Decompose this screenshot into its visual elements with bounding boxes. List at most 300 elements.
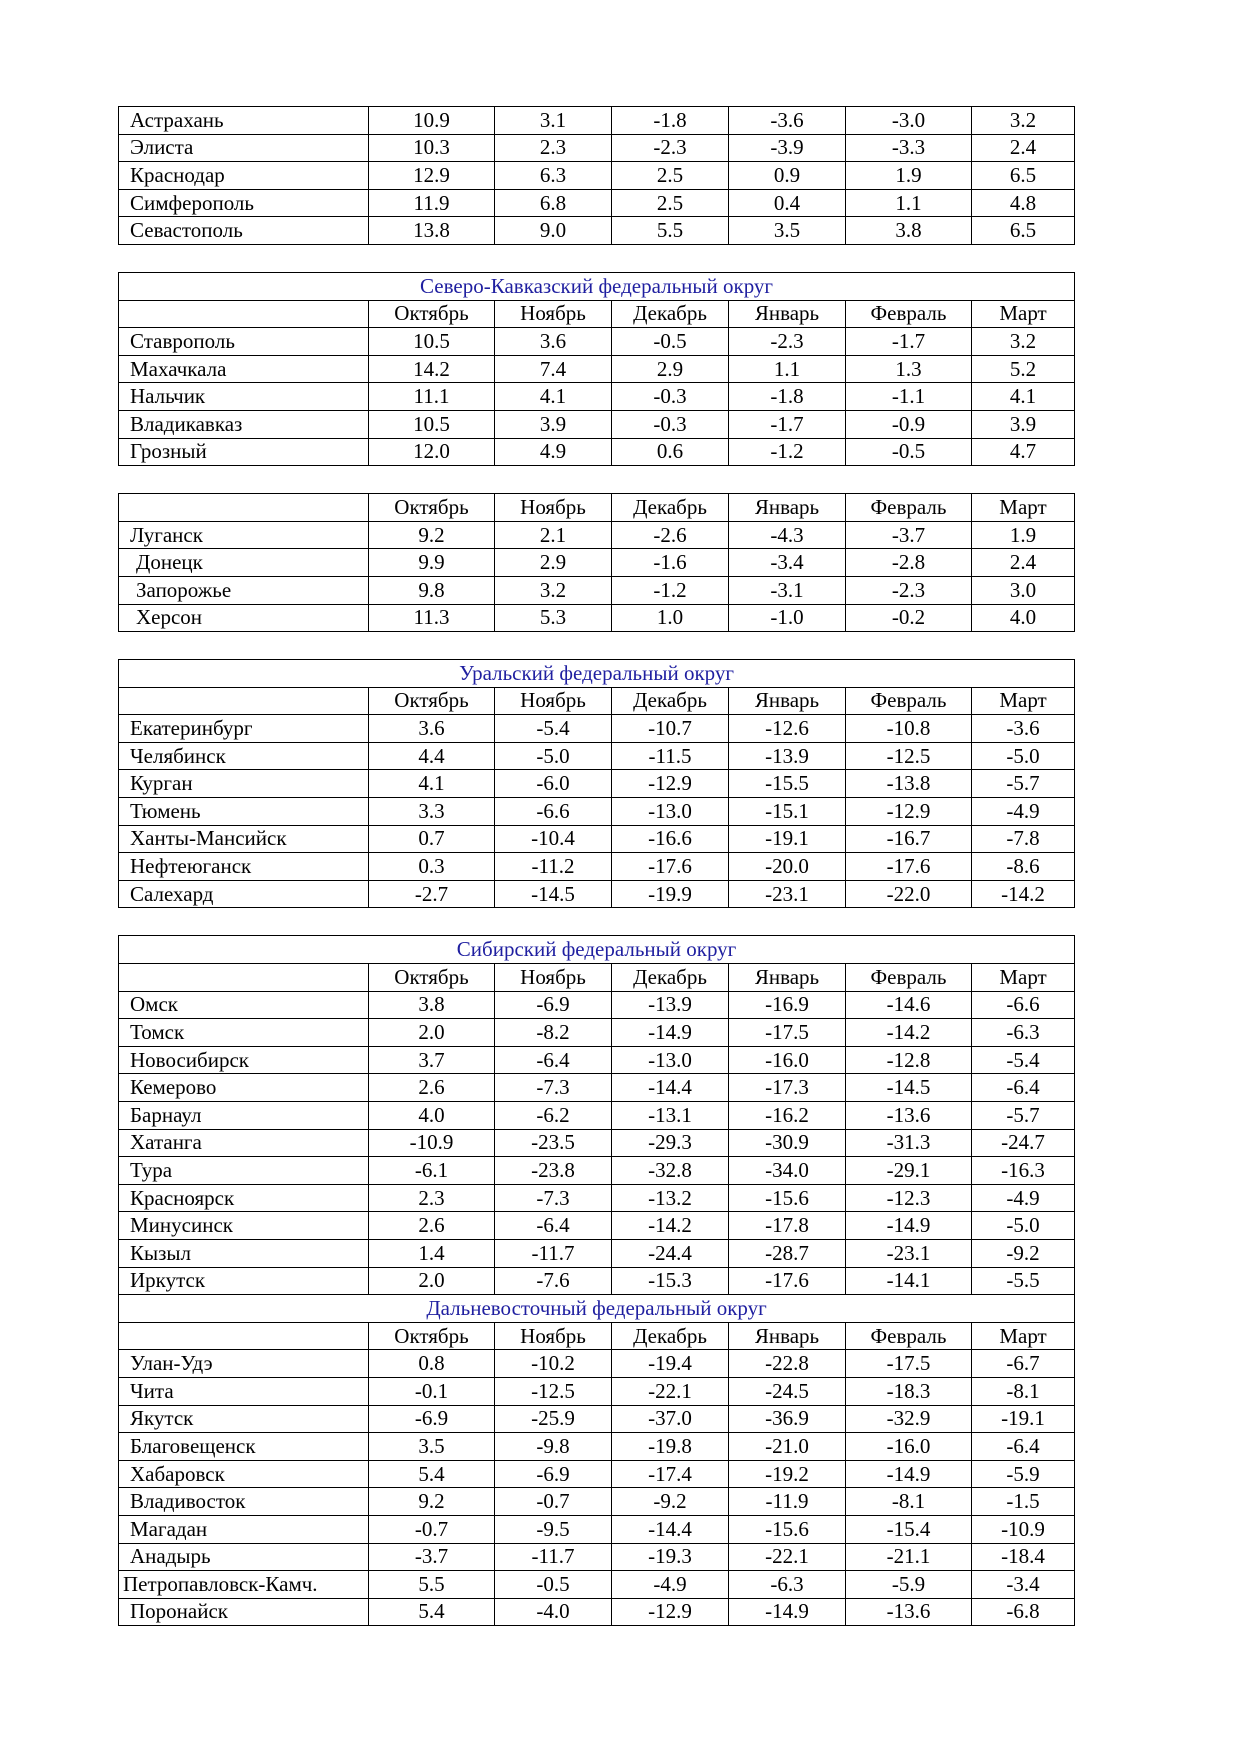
district-title-row [119, 660, 1075, 688]
city-name: Элиста [119, 134, 369, 162]
temperature-value: -7.6 [495, 1267, 612, 1295]
table-row [119, 521, 1075, 549]
temperature-value: -2.3 [612, 134, 729, 162]
temperature-value: 3.9 [972, 410, 1075, 438]
temperature-value: -6.3 [729, 1571, 846, 1599]
temperature-value: -6.4 [495, 1046, 612, 1074]
temperature-value: -23.8 [495, 1157, 612, 1185]
city-name: Тура [119, 1157, 369, 1185]
city-name: Нальчик [119, 383, 369, 411]
month-header: Октябрь [369, 964, 495, 992]
table-row [119, 742, 1075, 770]
temperature-value: 4.1 [495, 383, 612, 411]
month-header: Октябрь [369, 687, 495, 715]
temperature-value: 0.9 [729, 162, 846, 190]
temperature-value: 3.8 [846, 217, 972, 245]
temperature-value: -7.3 [495, 1074, 612, 1102]
header-empty-cell [119, 494, 369, 522]
temperature-value: 2.9 [612, 355, 729, 383]
month-header: Февраль [846, 687, 972, 715]
temperature-value: -0.1 [369, 1377, 495, 1405]
table-row [119, 991, 1075, 1019]
city-name: Владикавказ [119, 410, 369, 438]
city-name: Кемерово [119, 1074, 369, 1102]
city-name: Минусинск [119, 1212, 369, 1240]
temperature-value: -10.8 [846, 715, 972, 743]
temperature-value: -15.3 [612, 1267, 729, 1295]
temperature-value: -15.1 [729, 798, 846, 826]
temperature-value: -1.8 [612, 107, 729, 135]
table-row [119, 1433, 1075, 1461]
month-header: Январь [729, 494, 846, 522]
city-name: Улан-Удэ [119, 1350, 369, 1378]
temperature-value: -17.5 [729, 1019, 846, 1047]
month-header: Февраль [846, 494, 972, 522]
temperature-value: 11.9 [369, 189, 495, 217]
temperature-table [118, 493, 1075, 632]
temperature-value: 0.7 [369, 825, 495, 853]
temperature-value: -17.6 [729, 1267, 846, 1295]
temperature-value: -22.8 [729, 1350, 846, 1378]
temperature-value: -4.9 [612, 1571, 729, 1599]
temperature-value: -22.1 [729, 1543, 846, 1571]
temperature-value: 5.4 [369, 1460, 495, 1488]
table-row [119, 162, 1075, 190]
month-header: Февраль [846, 300, 972, 328]
district-title-row [119, 272, 1075, 300]
table-row [119, 410, 1075, 438]
temperature-value: -10.4 [495, 825, 612, 853]
temperature-value: -9.8 [495, 1433, 612, 1461]
city-name: Благовещенск [119, 1433, 369, 1461]
temperature-value: 5.5 [369, 1571, 495, 1599]
temperature-value: -2.3 [729, 328, 846, 356]
city-name: Петропавловск-Камч. [119, 1571, 369, 1599]
month-header: Ноябрь [495, 1322, 612, 1350]
month-header-row [119, 1322, 1075, 1350]
header-empty-cell [119, 300, 369, 328]
temperature-value: -32.8 [612, 1157, 729, 1185]
temperature-value: 2.0 [369, 1019, 495, 1047]
city-name: Нефтеюганск [119, 853, 369, 881]
table-row [119, 1074, 1075, 1102]
table-row [119, 1019, 1075, 1047]
temperature-value: -19.1 [972, 1405, 1075, 1433]
temperature-value: -19.4 [612, 1350, 729, 1378]
table-row [119, 217, 1075, 245]
temperature-value: 2.0 [369, 1267, 495, 1295]
temperature-value: 6.5 [972, 217, 1075, 245]
temperature-value: -1.5 [972, 1488, 1075, 1516]
temperature-value: 7.4 [495, 355, 612, 383]
temperature-value: 0.3 [369, 853, 495, 881]
temperature-value: -21.1 [846, 1543, 972, 1571]
month-header: Январь [729, 300, 846, 328]
temperature-value: -6.2 [495, 1102, 612, 1130]
temperature-value: -9.2 [972, 1239, 1075, 1267]
temperature-value: -0.5 [846, 438, 972, 466]
month-header-row [119, 300, 1075, 328]
temperature-value: -6.4 [495, 1212, 612, 1240]
city-name: Тюмень [119, 798, 369, 826]
table-row [119, 107, 1075, 135]
temperature-value: -13.9 [729, 742, 846, 770]
temperature-value: -3.0 [846, 107, 972, 135]
table-row [119, 189, 1075, 217]
district-title-row [119, 936, 1075, 964]
document [118, 106, 1070, 1626]
month-header: Январь [729, 1322, 846, 1350]
city-name: Магадан [119, 1515, 369, 1543]
table-row [119, 1598, 1075, 1626]
temperature-value: -1.0 [729, 604, 846, 632]
city-name: Красноярск [119, 1184, 369, 1212]
temperature-value: 3.0 [972, 576, 1075, 604]
temperature-value: -4.3 [729, 521, 846, 549]
temperature-value: -19.3 [612, 1543, 729, 1571]
temperature-value: 13.8 [369, 217, 495, 245]
city-name: Хабаровск [119, 1460, 369, 1488]
temperature-value: 2.3 [495, 134, 612, 162]
temperature-table [118, 106, 1075, 245]
temperature-value: -6.9 [369, 1405, 495, 1433]
temperature-value: -19.2 [729, 1460, 846, 1488]
temperature-value: 2.4 [972, 549, 1075, 577]
temperature-value: -13.6 [846, 1598, 972, 1626]
temperature-value: -29.1 [846, 1157, 972, 1185]
temperature-value: 1.9 [846, 162, 972, 190]
temperature-value: -6.4 [972, 1433, 1075, 1461]
temperature-value: -5.0 [495, 742, 612, 770]
temperature-value: -1.7 [729, 410, 846, 438]
temperature-value: 3.2 [495, 576, 612, 604]
temperature-value: 4.7 [972, 438, 1075, 466]
temperature-value: 6.8 [495, 189, 612, 217]
table-row [119, 1350, 1075, 1378]
temperature-value: -14.4 [612, 1515, 729, 1543]
temperature-value: -11.9 [729, 1488, 846, 1516]
temperature-value: -7.3 [495, 1184, 612, 1212]
temperature-value: -7.8 [972, 825, 1075, 853]
temperature-value: -16.3 [972, 1157, 1075, 1185]
table-row [119, 880, 1075, 908]
temperature-value: -2.6 [612, 521, 729, 549]
temperature-value: -17.5 [846, 1350, 972, 1378]
temperature-value: -3.7 [846, 521, 972, 549]
city-name: Херсон [119, 604, 369, 632]
temperature-value: -34.0 [729, 1157, 846, 1185]
temperature-value: -5.0 [972, 742, 1075, 770]
temperature-value: -14.9 [846, 1460, 972, 1488]
temperature-value: -14.2 [972, 880, 1075, 908]
temperature-value: 5.4 [369, 1598, 495, 1626]
table-row [119, 134, 1075, 162]
temperature-value: 2.6 [369, 1212, 495, 1240]
table-gap [118, 245, 1070, 272]
temperature-value: -24.7 [972, 1129, 1075, 1157]
temperature-value: -16.0 [729, 1046, 846, 1074]
temperature-value: -14.1 [846, 1267, 972, 1295]
temperature-value: -9.2 [612, 1488, 729, 1516]
temperature-value: -15.6 [729, 1515, 846, 1543]
temperature-value: 2.3 [369, 1184, 495, 1212]
temperature-value: -0.3 [612, 410, 729, 438]
temperature-value: -6.6 [495, 798, 612, 826]
temperature-value: 3.7 [369, 1046, 495, 1074]
table-row [119, 798, 1075, 826]
temperature-value: -14.9 [729, 1598, 846, 1626]
city-name: Кызыл [119, 1239, 369, 1267]
temperature-value: -13.8 [846, 770, 972, 798]
temperature-value: -18.4 [972, 1543, 1075, 1571]
temperature-value: 0.6 [612, 438, 729, 466]
temperature-value: -3.4 [729, 549, 846, 577]
temperature-value: 3.8 [369, 991, 495, 1019]
temperature-value: -1.8 [729, 383, 846, 411]
district-title: Дальневосточный федеральный округ [119, 1295, 1075, 1323]
district-title: Северо-Кавказский федеральный округ [119, 272, 1075, 300]
city-name: Грозный [119, 438, 369, 466]
city-name: Донецк [119, 549, 369, 577]
temperature-value: 9.2 [369, 1488, 495, 1516]
temperature-value: -6.7 [972, 1350, 1075, 1378]
city-name: Чита [119, 1377, 369, 1405]
temperature-value: 5.5 [612, 217, 729, 245]
city-name: Иркутск [119, 1267, 369, 1295]
temperature-value: -4.9 [972, 798, 1075, 826]
month-header: Декабрь [612, 964, 729, 992]
temperature-value: -15.4 [846, 1515, 972, 1543]
temperature-value: 9.9 [369, 549, 495, 577]
temperature-value: 3.1 [495, 107, 612, 135]
temperature-value: -5.0 [972, 1212, 1075, 1240]
temperature-value: 1.1 [846, 189, 972, 217]
temperature-value: -5.4 [495, 715, 612, 743]
table-row [119, 604, 1075, 632]
city-name: Ставрополь [119, 328, 369, 356]
temperature-value: -14.5 [495, 880, 612, 908]
city-name: Астрахань [119, 107, 369, 135]
temperature-value: -23.1 [729, 880, 846, 908]
temperature-value: -14.5 [846, 1074, 972, 1102]
city-name: Барнаул [119, 1102, 369, 1130]
month-header: Октябрь [369, 494, 495, 522]
month-header: Март [972, 964, 1075, 992]
temperature-value: 3.5 [369, 1433, 495, 1461]
month-header: Декабрь [612, 687, 729, 715]
month-header: Ноябрь [495, 494, 612, 522]
temperature-table [118, 935, 1075, 1626]
month-header: Март [972, 687, 1075, 715]
temperature-value: -37.0 [612, 1405, 729, 1433]
temperature-value: 10.5 [369, 410, 495, 438]
temperature-value: -14.4 [612, 1074, 729, 1102]
city-name: Томск [119, 1019, 369, 1047]
temperature-value: -6.8 [972, 1598, 1075, 1626]
temperature-value: 2.5 [612, 189, 729, 217]
temperature-value: 12.0 [369, 438, 495, 466]
temperature-value: -1.7 [846, 328, 972, 356]
temperature-value: 2.5 [612, 162, 729, 190]
table-row [119, 1184, 1075, 1212]
temperature-value: -3.6 [729, 107, 846, 135]
temperature-value: -3.6 [972, 715, 1075, 743]
temperature-value: -11.2 [495, 853, 612, 881]
temperature-value: -3.3 [846, 134, 972, 162]
temperature-value: -0.3 [612, 383, 729, 411]
temperature-value: -14.6 [846, 991, 972, 1019]
month-header: Декабрь [612, 494, 729, 522]
temperature-value: -6.9 [495, 991, 612, 1019]
temperature-value: -15.6 [729, 1184, 846, 1212]
temperature-value: -0.7 [369, 1515, 495, 1543]
month-header: Октябрь [369, 300, 495, 328]
temperature-value: 6.3 [495, 162, 612, 190]
table-row [119, 1488, 1075, 1516]
temperature-value: -18.3 [846, 1377, 972, 1405]
table-gap [118, 466, 1070, 493]
city-name: Поронайск [119, 1598, 369, 1626]
temperature-value: -8.6 [972, 853, 1075, 881]
temperature-value: 1.1 [729, 355, 846, 383]
temperature-value: -1.2 [612, 576, 729, 604]
temperature-value: -3.4 [972, 1571, 1075, 1599]
table-row [119, 853, 1075, 881]
table-row [119, 328, 1075, 356]
temperature-value: -17.8 [729, 1212, 846, 1240]
temperature-value: -1.6 [612, 549, 729, 577]
temperature-value: 4.9 [495, 438, 612, 466]
table-row [119, 576, 1075, 604]
temperature-value: -30.9 [729, 1129, 846, 1157]
table-row [119, 825, 1075, 853]
temperature-value: -5.9 [846, 1571, 972, 1599]
table-row [119, 549, 1075, 577]
temperature-value: -12.9 [612, 1598, 729, 1626]
temperature-value: 4.8 [972, 189, 1075, 217]
month-header: Март [972, 300, 1075, 328]
temperature-value: -13.1 [612, 1102, 729, 1130]
temperature-value: 2.6 [369, 1074, 495, 1102]
temperature-value: 9.8 [369, 576, 495, 604]
temperature-value: -16.2 [729, 1102, 846, 1130]
city-name: Севастополь [119, 217, 369, 245]
temperature-value: -16.0 [846, 1433, 972, 1461]
temperature-value: -31.3 [846, 1129, 972, 1157]
temperature-value: -36.9 [729, 1405, 846, 1433]
temperature-value: -14.2 [846, 1019, 972, 1047]
temperature-value: -10.9 [369, 1129, 495, 1157]
temperature-value: -12.8 [846, 1046, 972, 1074]
temperature-value: 10.9 [369, 107, 495, 135]
temperature-value: -3.7 [369, 1543, 495, 1571]
temperature-value: 1.4 [369, 1239, 495, 1267]
city-name: Екатеринбург [119, 715, 369, 743]
temperature-value: -1.2 [729, 438, 846, 466]
temperature-value: 1.9 [972, 521, 1075, 549]
table-row [119, 1571, 1075, 1599]
temperature-value: -0.5 [612, 328, 729, 356]
temperature-value: -5.9 [972, 1460, 1075, 1488]
temperature-value: 4.1 [369, 770, 495, 798]
temperature-value: -12.9 [846, 798, 972, 826]
temperature-value: -8.1 [846, 1488, 972, 1516]
temperature-value: -11.5 [612, 742, 729, 770]
city-name: Анадырь [119, 1543, 369, 1571]
temperature-value: 4.1 [972, 383, 1075, 411]
temperature-value: 14.2 [369, 355, 495, 383]
city-name: Курган [119, 770, 369, 798]
temperature-value: 3.2 [972, 107, 1075, 135]
temperature-value: 5.2 [972, 355, 1075, 383]
city-name: Новосибирск [119, 1046, 369, 1074]
temperature-value: 0.8 [369, 1350, 495, 1378]
city-name: Челябинск [119, 742, 369, 770]
temperature-value: 6.5 [972, 162, 1075, 190]
temperature-value: 9.2 [369, 521, 495, 549]
city-name: Махачкала [119, 355, 369, 383]
temperature-value: -17.4 [612, 1460, 729, 1488]
temperature-value: -0.7 [495, 1488, 612, 1516]
temperature-value: -5.5 [972, 1267, 1075, 1295]
temperature-value: -28.7 [729, 1239, 846, 1267]
temperature-value: -19.1 [729, 825, 846, 853]
temperature-value: 10.5 [369, 328, 495, 356]
temperature-value: 2.9 [495, 549, 612, 577]
temperature-value: 1.3 [846, 355, 972, 383]
temperature-value: -4.0 [495, 1598, 612, 1626]
table-row [119, 1046, 1075, 1074]
table-row [119, 1102, 1075, 1130]
table-row [119, 1460, 1075, 1488]
district-title: Уральский федеральный округ [119, 660, 1075, 688]
temperature-table [118, 659, 1075, 908]
city-name: Якутск [119, 1405, 369, 1433]
month-header: Январь [729, 964, 846, 992]
month-header: Декабрь [612, 1322, 729, 1350]
table-gap [118, 632, 1070, 659]
temperature-value: -1.1 [846, 383, 972, 411]
temperature-value: -6.0 [495, 770, 612, 798]
temperature-value: -2.8 [846, 549, 972, 577]
temperature-value: -4.9 [972, 1184, 1075, 1212]
temperature-value: 3.6 [495, 328, 612, 356]
temperature-value: -23.1 [846, 1239, 972, 1267]
month-header: Ноябрь [495, 300, 612, 328]
temperature-value: -5.4 [972, 1046, 1075, 1074]
temperature-value: -8.1 [972, 1377, 1075, 1405]
table-row [119, 1212, 1075, 1240]
temperature-value: 4.0 [369, 1102, 495, 1130]
temperature-value: 3.3 [369, 798, 495, 826]
temperature-value: -25.9 [495, 1405, 612, 1433]
temperature-value: -17.6 [846, 853, 972, 881]
temperature-value: -11.7 [495, 1239, 612, 1267]
temperature-value: 4.4 [369, 742, 495, 770]
temperature-value: 3.6 [369, 715, 495, 743]
temperature-value: -13.2 [612, 1184, 729, 1212]
temperature-value: -0.5 [495, 1571, 612, 1599]
temperature-value: 2.1 [495, 521, 612, 549]
temperature-value: -2.3 [846, 576, 972, 604]
table-row [119, 438, 1075, 466]
table-row [119, 715, 1075, 743]
temperature-table [118, 272, 1075, 466]
temperature-value: 3.9 [495, 410, 612, 438]
temperature-value: 5.3 [495, 604, 612, 632]
temperature-value: 9.0 [495, 217, 612, 245]
temperature-value: -21.0 [729, 1433, 846, 1461]
